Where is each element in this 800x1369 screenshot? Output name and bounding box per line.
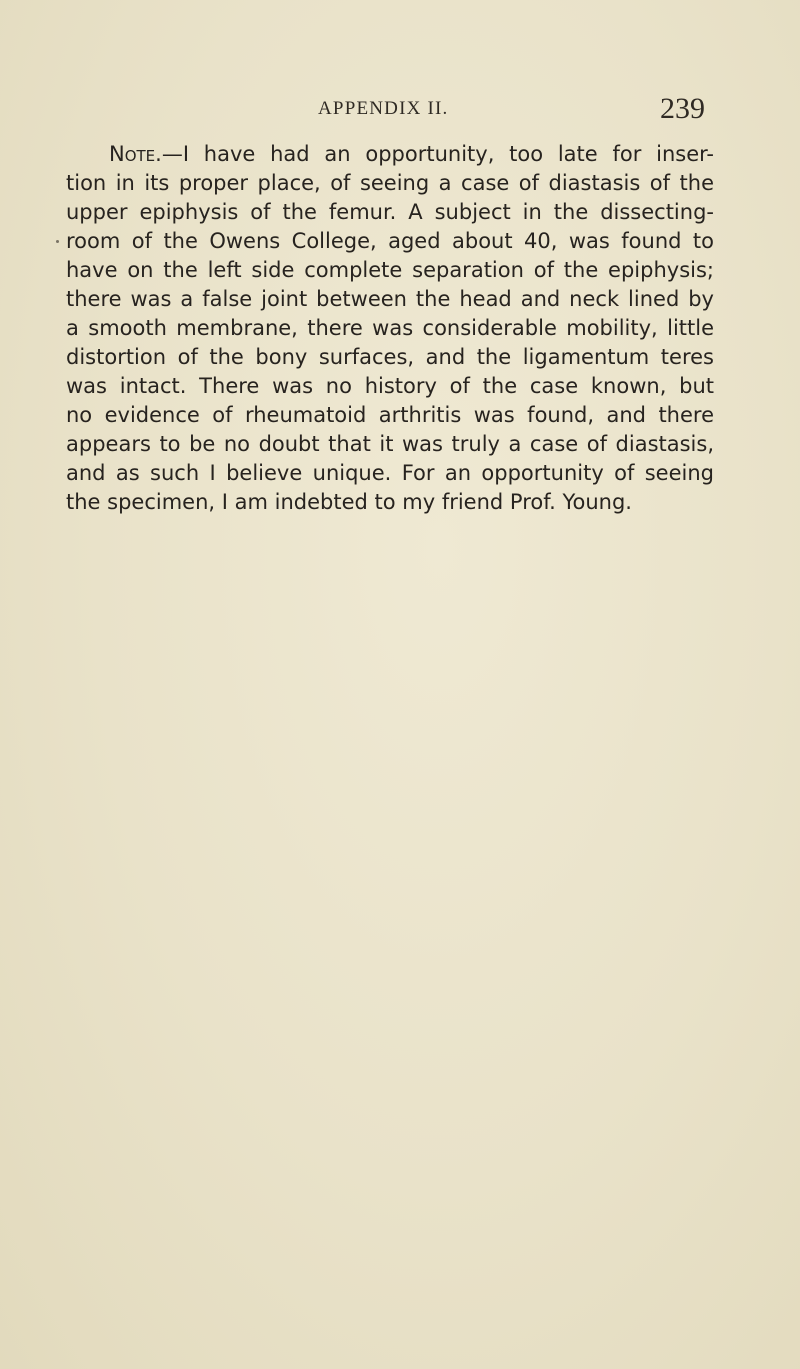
text-line: there was a false joint between the head and neck lined by (66, 287, 714, 311)
text-line: upper epiphysis of the femur. A subject in the dissecting- (66, 200, 714, 224)
text-line: was intact. There was no history of the case known, but (66, 374, 714, 398)
text-line: distortion of the bony surfaces, and the ligamentum teres (66, 345, 714, 369)
text-line: the specimen, I am indebted to my friend Prof. Young. (66, 490, 632, 514)
text-line: no evidence of rheumatoid arthritis was found, and there (66, 403, 714, 427)
note-label: Note. (109, 142, 162, 166)
page-number: 239 (660, 92, 705, 125)
text-line (66, 140, 714, 169)
text-line: tion in its proper place, of seeing a case of diastasis of the (66, 171, 714, 195)
note-paragraph (66, 140, 714, 517)
line-text: I have had an opportunity, too late for inser- (182, 142, 714, 166)
text-line: room of the Owens College, aged about 40, was found to (66, 229, 714, 253)
print-speck (56, 240, 59, 243)
text-line: and as such I believe unique. For an opportunity of seeing (66, 461, 714, 485)
text-line: appears to be no doubt that it was truly a case of diastasis, (66, 432, 714, 456)
text-line: have on the left side complete separation of the epiphysis; (66, 258, 714, 282)
running-title: APPENDIX II. (318, 98, 449, 119)
running-head (0, 92, 800, 132)
note-dash: — (161, 142, 183, 166)
text-line: a smooth membrane, there was considerable mobility, little (66, 316, 714, 340)
